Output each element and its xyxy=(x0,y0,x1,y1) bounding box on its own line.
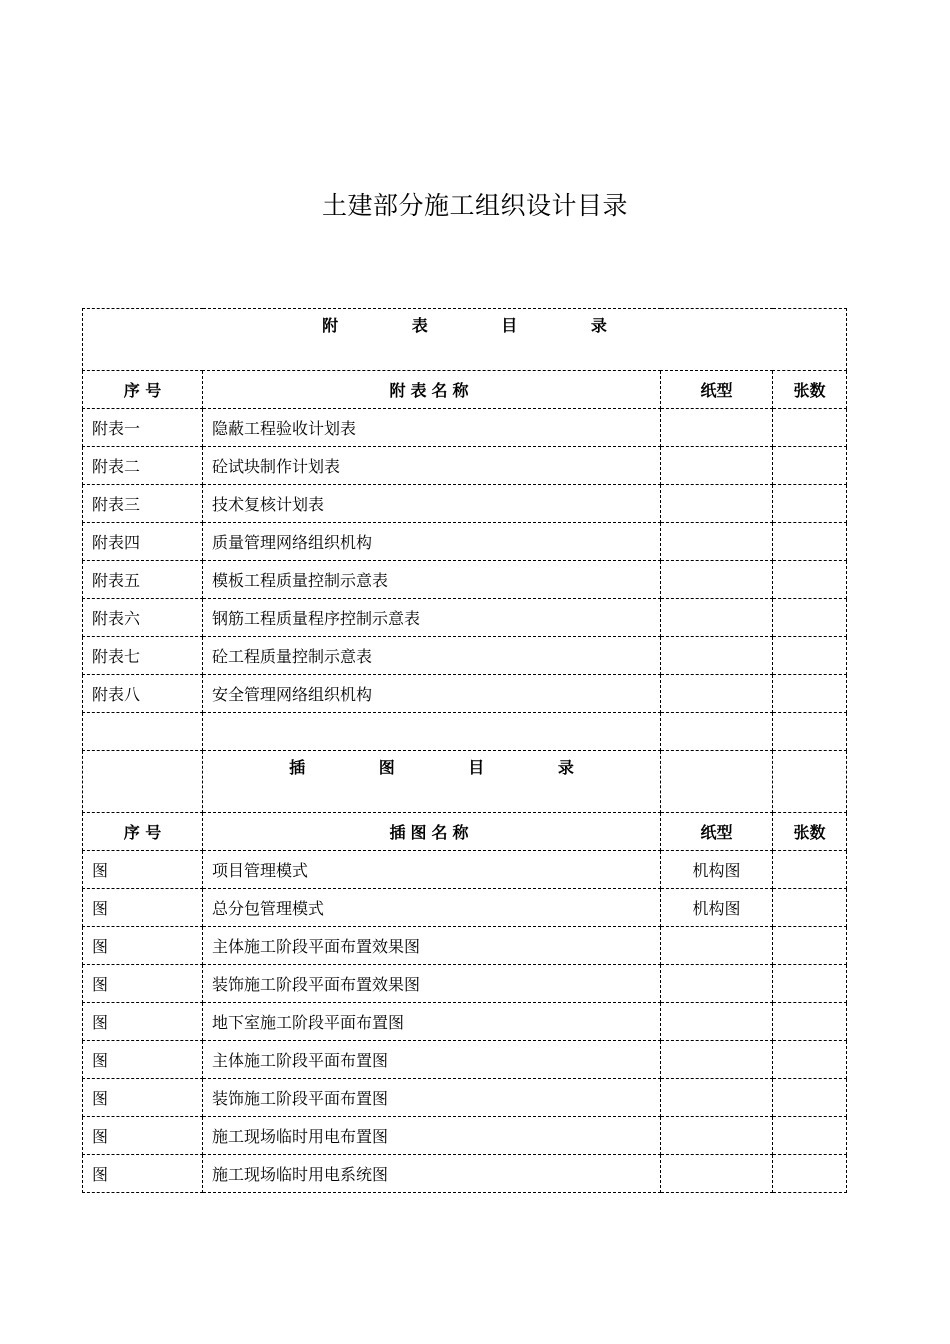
appendix-row xyxy=(83,485,847,523)
appendix-header-row xyxy=(83,371,847,409)
appendix-name-cell: 隐蔽工程验收计划表 xyxy=(203,409,661,447)
blank-cell xyxy=(83,713,203,751)
figure-row xyxy=(83,851,847,889)
appendix-row xyxy=(83,637,847,675)
appendix-sheets-cell xyxy=(773,523,847,561)
appendix-name-cell: 质量管理网络组织机构 xyxy=(203,523,661,561)
appendix-row xyxy=(83,675,847,713)
figure-sheets-cell xyxy=(773,965,847,1003)
figure-row xyxy=(83,1117,847,1155)
appendix-header-sheets: 张数 xyxy=(773,371,847,409)
appendix-sheets-cell xyxy=(773,447,847,485)
figure-sheets-cell xyxy=(773,1117,847,1155)
figures-section-title: 插 图 目 录 xyxy=(203,751,661,813)
blank-row xyxy=(83,713,847,751)
appendix-row xyxy=(83,409,847,447)
figure-seq-cell: 图 xyxy=(83,1079,203,1117)
figure-sheets-cell xyxy=(773,851,847,889)
figure-name-cell: 总分包管理模式 xyxy=(203,889,661,927)
figure-sheets-cell xyxy=(773,1079,847,1117)
figure-paper-cell xyxy=(661,927,773,965)
appendix-seq-cell: 附表一 xyxy=(83,409,203,447)
figures-header-paper: 纸型 xyxy=(661,813,773,851)
figure-row xyxy=(83,889,847,927)
figure-sheets-cell xyxy=(773,889,847,927)
figure-paper-cell xyxy=(661,1117,773,1155)
figure-row xyxy=(83,927,847,965)
appendix-row xyxy=(83,561,847,599)
figure-paper-cell: 机构图 xyxy=(661,851,773,889)
appendix-header-seq: 序 号 xyxy=(83,371,203,409)
appendix-paper-cell xyxy=(661,599,773,637)
appendix-seq-cell: 附表八 xyxy=(83,675,203,713)
blank-cell xyxy=(661,751,773,813)
figures-section-title-row xyxy=(83,751,847,813)
appendix-name-cell: 钢筋工程质量程序控制示意表 xyxy=(203,599,661,637)
appendix-header-paper: 纸型 xyxy=(661,371,773,409)
appendix-sheets-cell xyxy=(773,637,847,675)
figure-paper-cell xyxy=(661,965,773,1003)
figure-row xyxy=(83,1155,847,1193)
appendix-paper-cell xyxy=(661,447,773,485)
figure-name-cell: 施工现场临时用电系统图 xyxy=(203,1155,661,1193)
figures-header-row xyxy=(83,813,847,851)
appendix-paper-cell xyxy=(661,485,773,523)
figure-seq-cell: 图 xyxy=(83,851,203,889)
appendix-sheets-cell xyxy=(773,675,847,713)
appendix-name-cell: 砼工程质量控制示意表 xyxy=(203,637,661,675)
blank-cell xyxy=(83,751,203,813)
figures-header-name: 插图名称 xyxy=(203,813,661,851)
appendix-row xyxy=(83,599,847,637)
appendix-seq-cell: 附表七 xyxy=(83,637,203,675)
figure-seq-cell: 图 xyxy=(83,965,203,1003)
figure-sheets-cell xyxy=(773,1155,847,1193)
figure-sheets-cell xyxy=(773,1041,847,1079)
figure-row xyxy=(83,1003,847,1041)
appendix-seq-cell: 附表六 xyxy=(83,599,203,637)
figure-sheets-cell xyxy=(773,1003,847,1041)
figures-header-seq: 序 号 xyxy=(83,813,203,851)
appendix-name-cell: 模板工程质量控制示意表 xyxy=(203,561,661,599)
appendix-row xyxy=(83,523,847,561)
appendix-name-cell: 技术复核计划表 xyxy=(203,485,661,523)
blank-cell xyxy=(661,713,773,751)
figure-name-cell: 主体施工阶段平面布置图 xyxy=(203,1041,661,1079)
catalog-table xyxy=(82,308,847,1193)
appendix-paper-cell xyxy=(661,561,773,599)
appendix-sheets-cell xyxy=(773,485,847,523)
appendix-paper-cell xyxy=(661,675,773,713)
appendix-sheets-cell xyxy=(773,561,847,599)
figure-row xyxy=(83,1041,847,1079)
figure-paper-cell xyxy=(661,1041,773,1079)
document-title: 土建部分施工组织设计目录 xyxy=(321,191,628,220)
appendix-section-title: 附 表 目 录 xyxy=(83,309,847,371)
figure-name-cell: 项目管理模式 xyxy=(203,851,661,889)
blank-cell xyxy=(773,713,847,751)
figure-name-cell: 地下室施工阶段平面布置图 xyxy=(203,1003,661,1041)
figure-row xyxy=(83,965,847,1003)
figure-paper-cell xyxy=(661,1003,773,1041)
figure-seq-cell: 图 xyxy=(83,1117,203,1155)
appendix-header-name: 附表名称 xyxy=(203,371,661,409)
figure-name-cell: 装饰施工阶段平面布置图 xyxy=(203,1079,661,1117)
appendix-name-cell: 安全管理网络组织机构 xyxy=(203,675,661,713)
figure-row xyxy=(83,1079,847,1117)
appendix-seq-cell: 附表五 xyxy=(83,561,203,599)
appendix-paper-cell xyxy=(661,523,773,561)
blank-cell xyxy=(203,713,661,751)
appendix-seq-cell: 附表四 xyxy=(83,523,203,561)
appendix-paper-cell xyxy=(661,637,773,675)
figure-paper-cell: 机构图 xyxy=(661,889,773,927)
figure-name-cell: 主体施工阶段平面布置效果图 xyxy=(203,927,661,965)
figure-paper-cell xyxy=(661,1079,773,1117)
appendix-paper-cell xyxy=(661,409,773,447)
blank-cell xyxy=(773,751,847,813)
figure-name-cell: 施工现场临时用电布置图 xyxy=(203,1117,661,1155)
figure-seq-cell: 图 xyxy=(83,1155,203,1193)
figure-name-cell: 装饰施工阶段平面布置效果图 xyxy=(203,965,661,1003)
appendix-name-cell: 砼试块制作计划表 xyxy=(203,447,661,485)
figure-seq-cell: 图 xyxy=(83,1041,203,1079)
appendix-sheets-cell xyxy=(773,409,847,447)
figure-paper-cell xyxy=(661,1155,773,1193)
figures-header-sheets: 张数 xyxy=(773,813,847,851)
figure-seq-cell: 图 xyxy=(83,1003,203,1041)
figure-seq-cell: 图 xyxy=(83,889,203,927)
appendix-row xyxy=(83,447,847,485)
appendix-sheets-cell xyxy=(773,599,847,637)
appendix-seq-cell: 附表三 xyxy=(83,485,203,523)
appendix-section-title-row xyxy=(83,309,847,371)
figure-sheets-cell xyxy=(773,927,847,965)
appendix-seq-cell: 附表二 xyxy=(83,447,203,485)
figure-seq-cell: 图 xyxy=(83,927,203,965)
